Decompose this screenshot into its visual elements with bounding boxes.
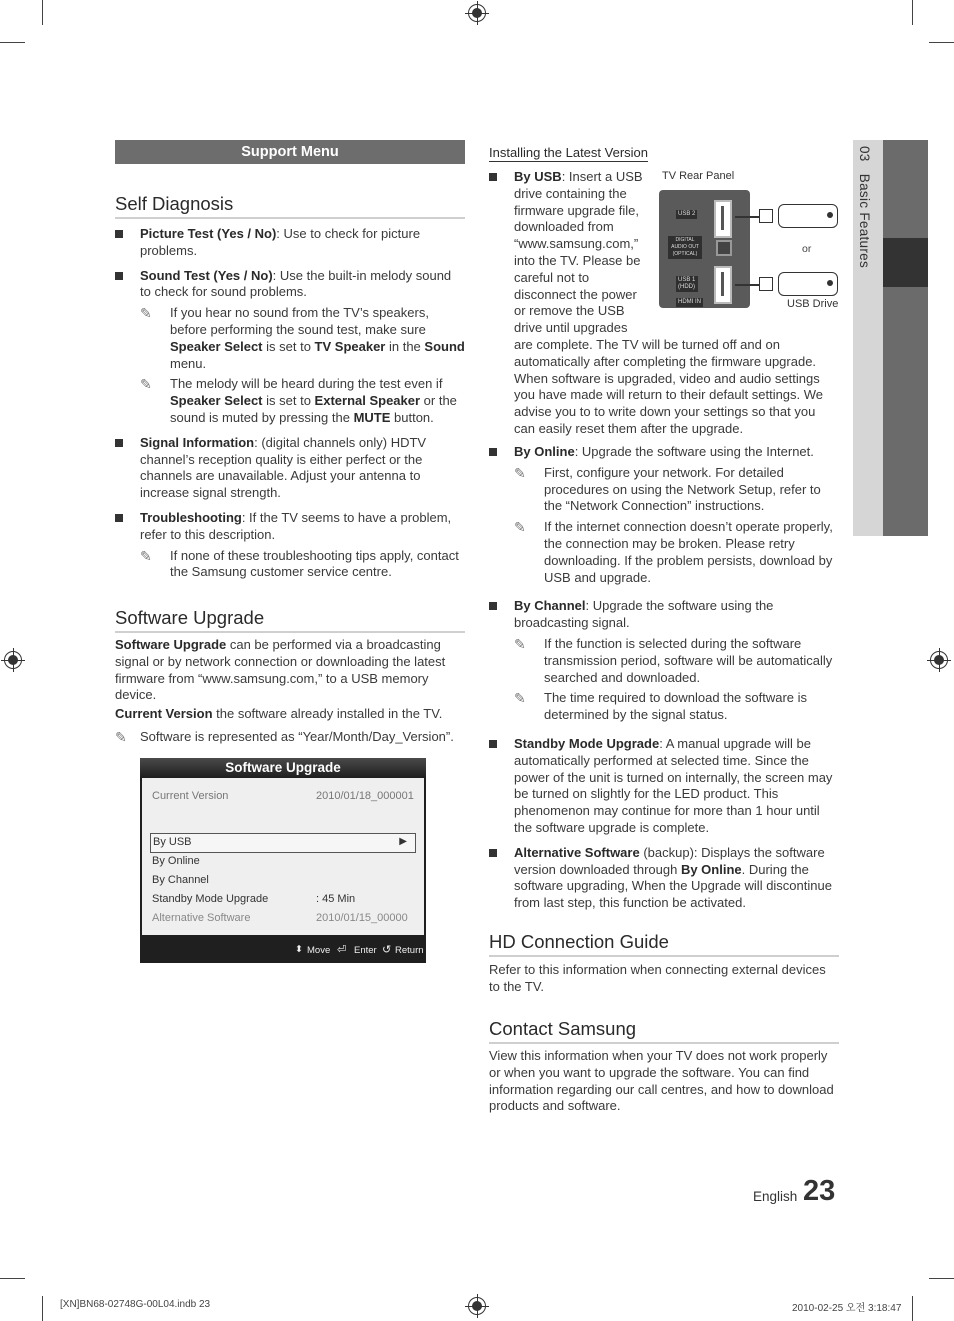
- pencil-note-icon: ✎: [514, 690, 526, 707]
- chapter-tab-dark: [883, 140, 928, 536]
- software-upgrade-heading: Software Upgrade: [115, 607, 465, 633]
- print-file-label: [XN]BN68-02748G-00L04.indb 23: [60, 1299, 211, 1310]
- return-icon: ↺: [382, 944, 392, 956]
- arrow-right-icon: ▶: [399, 836, 407, 847]
- bullet-icon: [489, 173, 497, 181]
- hd-connection-heading: HD Connection Guide: [489, 931, 839, 957]
- registration-mark-icon: [468, 1297, 486, 1315]
- digital-audio-label: DIGITAL AUDIO OUT (OPTICAL): [668, 236, 702, 259]
- software-upgrade-section: Software Upgrade can be performed via a broadcasting signal or by network connection or downloading the latest firmware from “www.samsung.com,” to a USB memory device. Current Version the software already installed in the TV. ✎ Software is represented as “Year/Month/Day_Version”.: [115, 637, 465, 750]
- list-item: Picture Test (Yes / No): Use to check for picture problems.: [115, 226, 465, 260]
- bullet-icon: [115, 272, 123, 280]
- pencil-note-icon: ✎: [514, 519, 526, 536]
- note: ✎ If none of these troubleshooting tips apply, contact the Samsung customer service centre.: [140, 547, 459, 580]
- usb2-label: USB 2: [678, 211, 696, 217]
- note: ✎ The melody will be heard during the test even if Speaker Select is set to External Speaker or the sound is muted by pressing the MUTE button.: [140, 376, 457, 425]
- crop-mark: [0, 42, 25, 43]
- note: ✎ If the internet connection doesn’t operate properly, the connection may be broken. Please retry downloading. If the problem persists, download by USB and upgrade.: [514, 519, 833, 585]
- osd-body: [142, 778, 424, 935]
- enter-icon: ⏎: [337, 944, 347, 956]
- registration-mark-icon: [930, 651, 948, 669]
- pencil-note-icon: ✎: [115, 728, 127, 745]
- note: ✎ If you hear no sound from the TV’s speakers, before performing the sound test, make sure Speaker Select is set to TV Speaker in the Sound menu.: [140, 305, 465, 371]
- list-item: Troubleshooting: If the TV seems to have a problem, refer to this description. ✎ If none of these troubleshooting tips apply, contact the Samsung customer service centre.: [115, 510, 465, 581]
- or-label: or: [802, 243, 812, 255]
- bullet-icon: [115, 439, 123, 447]
- list-item: Sound Test (Yes / No): Use the built-in melody sound to check for sound problems. ✎ If you hear no sound from the TV’s speakers, before performing the sound test, make sure Speaker Select is set to TV Speaker in the Sound menu. ✎ The melody will be heard during the test even if Speaker Select is set to External Speaker or the sound is muted by pressing the MUTE button.: [115, 268, 465, 427]
- osd-footer: ⬍ Move ⏎ Enter ↺ Return: [295, 944, 424, 956]
- install-title: Installing the Latest Version: [489, 145, 648, 160]
- list-item: Signal Information: (digital channels only) HDTV channel’s reception quality is either perfect or the channels are unavailable. Adjust your antenna to increase signal strength.: [115, 435, 465, 502]
- note: ✎ The time required to download the software is determined by the signal status.: [514, 690, 808, 723]
- software-upgrade-osd: [140, 758, 426, 963]
- self-diagnosis-section: [115, 226, 465, 589]
- bullet-icon: [489, 602, 497, 610]
- self-diagnosis-heading: Self Diagnosis: [115, 193, 465, 219]
- list-item: By Channel: Upgrade the software using the broadcasting signal. ✎ If the function is selected during the software transmission period, software will be automatically searched and downloaded. ✎ The time required to download the software is determined by the signal status.: [489, 598, 839, 724]
- crop-mark: [929, 42, 954, 43]
- pencil-note-icon: ✎: [140, 547, 152, 564]
- usb1-label: USB 1 (HDD): [676, 276, 698, 292]
- note: ✎ Software is represented as “Year/Month/Day_Version”.: [115, 728, 454, 745]
- crop-mark: [42, 0, 43, 25]
- crop-mark: [0, 1278, 25, 1279]
- current-version-row: Current Version 2010/01/18_000001: [152, 790, 414, 802]
- upgrade-options: [489, 444, 839, 920]
- page-number: 23: [803, 1175, 836, 1207]
- language-label: English: [753, 1189, 798, 1204]
- pencil-note-icon: ✎: [514, 635, 526, 652]
- crop-mark: [42, 1296, 43, 1321]
- tv-rear-panel-label: TV Rear Panel: [662, 170, 735, 182]
- bullet-icon: [489, 849, 497, 857]
- list-item: Standby Mode Upgrade: A manual upgrade will be automatically performed at selected time. Since the power of the unit is turned on internally, the screen may be turned on slightly for the LED product. This phenomenon may continue for more than 1 hour until the software upgrade is complete.: [489, 736, 839, 837]
- chapter-title: 03 Basic Features: [857, 146, 872, 269]
- pencil-note-icon: ✎: [140, 305, 152, 322]
- registration-mark-icon: [4, 651, 22, 669]
- osd-item-by-usb[interactable]: By USB ▶: [150, 833, 416, 853]
- usb-drive-label: USB Drive: [787, 298, 839, 310]
- osd-title: Software Upgrade: [140, 758, 426, 778]
- pencil-note-icon: ✎: [140, 376, 152, 393]
- crop-mark: [912, 1296, 913, 1321]
- bullet-icon: [489, 740, 497, 748]
- move-icon: ⬍: [295, 944, 303, 955]
- osd-item-by-channel[interactable]: By Channel: [152, 874, 209, 886]
- crop-mark: [929, 1278, 954, 1279]
- list-item: Alternative Software (backup): Displays the software version downloaded through By Online. During the software upgrading, When the Upgrade will discontinue from last step, this function be activated.: [489, 845, 839, 912]
- list-item: By Online: Upgrade the software using the Internet. ✎ First, configure your network. For detailed procedures on using the Network Setup, refer to the “Network Connection” instructions. ✎ If the internet connection doesn’t operate properly, the connection may be broken. Please retry downloading. If the problem persists, download by USB and upgrade.: [489, 444, 839, 586]
- bullet-icon: [489, 448, 497, 456]
- registration-mark-icon: [468, 4, 486, 22]
- by-usb-item: By USB: Insert a USB drive containing the firmware upgrade file, downloaded from “www.samsung.com,” into the TV. Please be careful not to disconnect the power or remove the USB drive until upgrades are complete. The TV will be turned off and on automatically after completing the firmware upgrade. When software is upgraded, video and audio settings you have made will return to their default settings. We advise you to to write down your settings so that you can easily reset them after the upgrade.: [489, 169, 839, 438]
- note: ✎ First, configure your network. For detailed procedures on using the Network Setup, refer to the “Network Connection” instructions.: [514, 464, 821, 514]
- bullet-icon: [115, 230, 123, 238]
- support-menu-bar: Support Menu: [115, 140, 465, 164]
- contact-samsung-text: View this information when your TV does not work properly or when you want to upgrade the software. You can find information regarding our call centres, and how to download products and software.: [489, 1048, 834, 1114]
- contact-samsung-heading: Contact Samsung: [489, 1018, 839, 1044]
- hd-connection-text: Refer to this information when connecting external devices to the TV.: [489, 962, 826, 994]
- print-timestamp: 2010-02-25 오전 3:18:47: [792, 1303, 902, 1314]
- osd-item-by-online[interactable]: By Online: [152, 855, 200, 867]
- note: ✎ If the function is selected during the software transmission period, software will be automatically searched and downloaded.: [514, 635, 833, 685]
- crop-mark: [912, 0, 913, 25]
- osd-item-standby[interactable]: Standby Mode Upgrade : 45 Min: [152, 893, 356, 905]
- bullet-icon: [115, 514, 123, 522]
- pencil-note-icon: ✎: [514, 464, 526, 481]
- hdmi-label: HDMI IN: [678, 299, 701, 305]
- chapter-tab-marker: [883, 238, 928, 287]
- osd-item-alternative: Alternative Software 2010/01/15_00000: [152, 912, 408, 924]
